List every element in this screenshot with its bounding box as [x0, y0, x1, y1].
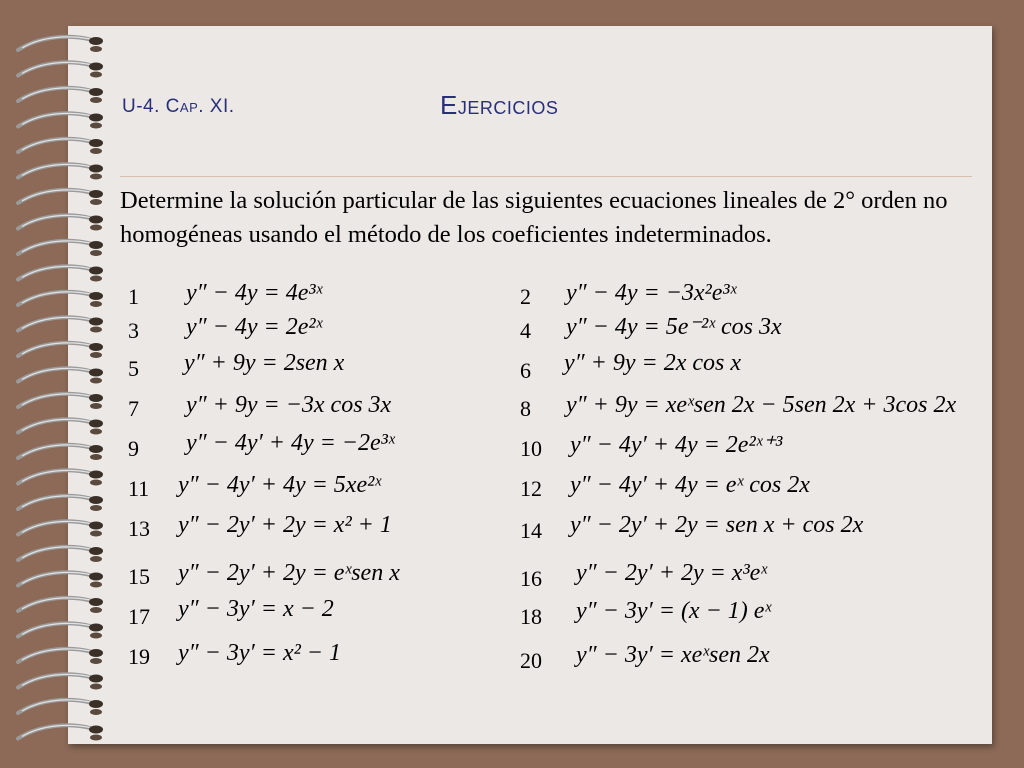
exercise-number: 12 [520, 476, 542, 501]
exercise-number: 20 [520, 648, 542, 673]
exercise-number: 11 [128, 476, 150, 501]
exercise-number: 3 [128, 318, 139, 343]
exercise-equation: y″ + 9y = 2sen x [184, 350, 345, 376]
exercise-equation: y″ − 2y′ + 2y = x² + 1 [178, 512, 392, 538]
exercise-equation: y″ + 9y = −3x cos 3x [186, 392, 392, 418]
exercise-equation: y″ − 4y′ + 4y = 5xe²ˣ [178, 472, 382, 498]
exercise-number: 4 [520, 318, 531, 343]
exercise-equation: y″ − 3y′ = xeˣsen 2x [576, 642, 770, 668]
exercise-equation: y″ − 4y = 2e²ˣ [186, 314, 323, 340]
instructions-text: Determine la solución particular de las siguientes ecuaciones lineales de 2° orden no homogéneas usando el método de los coeficientes indeterminados. [120, 187, 948, 248]
exercise-number: 15 [128, 564, 150, 589]
exercise-equation: y″ − 4y′ + 4y = 2e²ˣ⁺³ [570, 432, 783, 458]
exercise-number: 6 [520, 358, 531, 383]
exercise-equation: y″ − 3y′ = x² − 1 [178, 640, 341, 666]
exercise-equation: y″ − 2y′ + 2y = eˣsen x [178, 560, 400, 586]
exercise-number: 16 [520, 566, 542, 591]
exercise-number: 8 [520, 396, 531, 421]
divider [120, 176, 972, 177]
exercise-equation: y″ − 3y′ = x − 2 [178, 596, 334, 622]
exercise-equation: y″ − 4y = −3x²e³ˣ [566, 280, 737, 306]
exercise-equation: y″ − 4y = 4e³ˣ [186, 280, 323, 306]
exercise-equation: y″ + 9y = xeˣsen 2x − 5sen 2x + 3cos 2x [566, 392, 957, 418]
exercise-number: 7 [128, 396, 139, 421]
notebook-page [68, 26, 992, 744]
exercise-equation: y″ − 2y′ + 2y = x³eˣ [576, 560, 768, 586]
exercise-number: 10 [520, 436, 542, 461]
exercise-equation: y″ − 3y′ = (x − 1) eˣ [576, 598, 772, 624]
exercise-number: 9 [128, 436, 139, 461]
exercise-number: 14 [520, 518, 542, 543]
exercise-equation: y″ − 4y′ + 4y = −2e³ˣ [186, 430, 395, 456]
unit-chapter-label: U-4. Cap. XI. [122, 96, 235, 117]
exercise-number: 19 [128, 644, 150, 669]
exercise-number: 5 [128, 356, 139, 381]
exercise-equation: y″ − 4y′ + 4y = eˣ cos 2x [570, 472, 810, 498]
exercise-number: 18 [520, 604, 542, 629]
exercise-equation: y″ + 9y = 2x cos x [564, 350, 741, 376]
exercise-equation: y″ − 2y′ + 2y = sen x + cos 2x [570, 512, 864, 538]
exercise-number: 17 [128, 604, 150, 629]
exercise-number: 2 [520, 284, 531, 309]
exercise-number: 1 [128, 284, 139, 309]
spiral-binding-icon [0, 0, 120, 768]
exercise-equation: y″ − 4y = 5e⁻²ˣ cos 3x [566, 314, 782, 340]
page-title: Ejercicios [440, 90, 559, 120]
exercise-number: 13 [128, 516, 150, 541]
